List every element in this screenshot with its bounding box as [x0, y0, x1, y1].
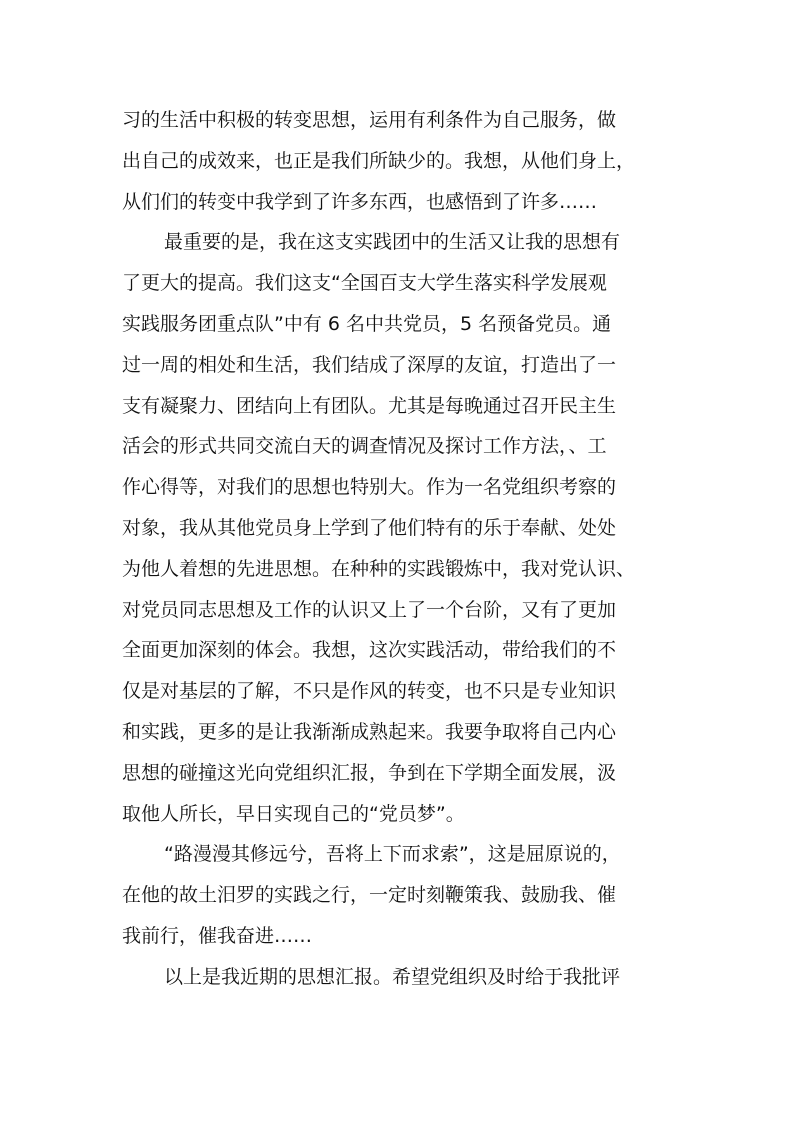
text-line: 对党员同志思想及工作的认识又上了一个台阶，又有了更加 — [122, 598, 617, 621]
text-line: 支有凝聚力、团结向上有团队。尤其是每晚通过召开民主生 — [122, 394, 617, 417]
text-line: 仅是对基层的了解，不只是作风的转变，也不只是专业知识 — [122, 680, 617, 703]
text-line: 活会的形式共同交流白天的调查情况及探讨工作方法，、工 — [122, 435, 607, 458]
paragraph-first-line: 最重要的是，我在这支实践团中的生活又让我的思想有 — [164, 231, 621, 254]
text-line: 我前行，催我奋进…… — [122, 924, 313, 947]
text-line: 作心得等，对我们的思想也特别大。作为一名党组织考察的 — [122, 476, 617, 499]
text-line: 为他人着想的先进思想。在种种的实践锻炼中，我对党认识、 — [122, 557, 636, 580]
text-line: 习的生活中积极的转变思想，运用有利条件为自己服务，做 — [122, 109, 617, 131]
text-line: 全面更加深刻的体会。我想，这次实践活动，带给我们的不 — [122, 639, 617, 662]
paragraph-first-line: 以上是我近期的思想汇报。希望党组织及时给于我批评 — [164, 965, 621, 988]
text-line: 对象，我从其他党员身上学到了他们特有的乐于奉献、处处 — [122, 516, 617, 539]
text-line: 在他的故土汨罗的实践之行，一定时刻鞭策我、鼓励我、催 — [122, 884, 617, 907]
text-line: 和实践，更多的是让我渐渐成熟起来。我要争取将自己内心 — [122, 720, 617, 743]
text-line: 从们们的转变中我学到了许多东西，也感悟到了许多…… — [122, 190, 598, 213]
paragraph-first-line: “路漫漫其修远兮，吾将上下而求索”，这是屈原说的， — [164, 843, 621, 866]
text-line: 过一周的相处和生活，我们结成了深厚的友谊，打造出了一 — [122, 353, 617, 376]
text-line: 了更大的提高。我们这支“全国百支大学生落实科学发展观 — [122, 272, 607, 295]
text-line: 出自己的成效来，也正是我们所缺少的。我想，从他们身上， — [122, 149, 636, 172]
text-line: 取他人所长，早日实现自己的“党员梦”。 — [122, 802, 465, 825]
text-line: 实践服务团重点队”中有 6 名中共党员，5 名预备党员。通 — [122, 312, 612, 335]
document-body — [122, 100, 682, 998]
text-line: 思想的碰撞这光向党组织汇报，争到在下学期全面发展，汲 — [122, 761, 617, 784]
